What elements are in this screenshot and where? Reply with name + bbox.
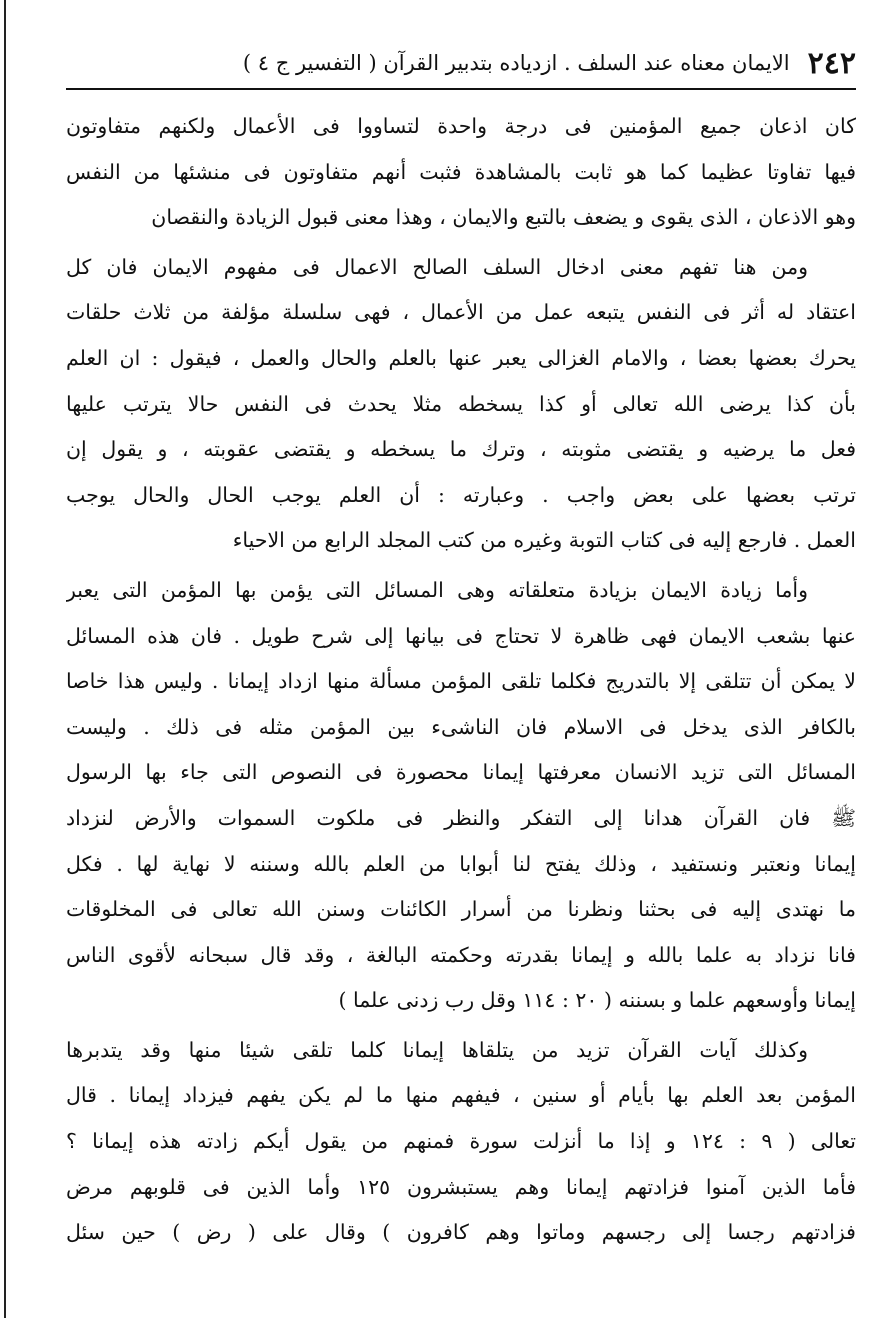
- text-line: ﷺ فان القرآن هدانا إلى التفكر والنظر فى ملكوت السموات والأرض لنزداد: [66, 805, 856, 830]
- text-line: وهو الاذعان ، الذى يقوى و يضعف بالتبع والايمان ، وهذا معنى قبول الزيادة والنقصان: [151, 205, 856, 230]
- paragraph-4: [66, 1028, 856, 1256]
- page-number: ٢٤٢: [807, 45, 856, 81]
- text-line: وكذلك آيات القرآن تزيد من يتلقاها إيمانا كلما تلقى شيئا منها وقد يتدبرها: [66, 1037, 808, 1062]
- text-line: إيمانا ونعتبر ونستفيد ، وذلك يفتح لنا أبوابا من العلم بالله وسننه لا نهاية لها . فكل: [66, 851, 856, 876]
- text-line: كان اذعان جميع المؤمنين فى درجة واحدة لتساووا فى الأعمال ولكنهم متفاوتون: [66, 114, 856, 138]
- text-line: وأما زيادة الايمان بزيادة متعلقاته وهى المسائل التى يؤمن بها المؤمن التى يعبر: [66, 577, 808, 602]
- text-line: فانا نزداد به علما بالله و إيمانا بقدرته وحكمته البالغة ، وقد قال سبحانه لأقوى الناس: [66, 942, 856, 967]
- text-line: فزادتهم رجسا إلى رجسهم وماتوا وهم كافرون ) وقال على ( رض ) حين سئل: [66, 1220, 856, 1245]
- header-rule: [66, 88, 856, 90]
- text-line: عنها بشعب الايمان فهى ظاهرة لا تحتاج فى بيانها إلى شرح طويل . فان هذه المسائل: [66, 623, 856, 648]
- paragraph-1: [66, 104, 856, 241]
- text-line: إيمانا وأوسعهم علما و بسننه ( ٢٠ : ١١٤ وقل رب زدنى علما ): [338, 988, 856, 1013]
- text-line: بأن كذا يرضى الله تعالى أو كذا يسخطه مثلا يحدث فى النفس حالا يترتب عليها: [66, 391, 856, 416]
- text-line: اعتقاد له أثر فى النفس يتبعه عمل من الأعمال ، فهى سلسلة مؤلفة من ثلاث حلقات: [66, 300, 856, 325]
- text-line: تعالى ( ٩ : ١٢٤ و إذا ما أنزلت سورة فمنهم من يقول أيكم زادته هذه إيمانا ؟: [66, 1129, 856, 1154]
- running-header-title: الايمان معناه عند السلف . ازدياده بتدبير القرآن ( التفسير ج ٤ ): [242, 51, 790, 75]
- text-line: المسائل التى تزيد الانسان معرفتها إيمانا محصورة فى النصوص التى جاء بها الرسول: [66, 760, 856, 785]
- paragraph-3: [66, 568, 856, 1024]
- text-line: المؤمن بعد العلم بها بأيام أو سنين ، فيفهم منها ما لم يكن يفهم فيزداد إيمانا . قال: [66, 1083, 856, 1108]
- text-line: ومن هنا تفهم معنى ادخال السلف الصالح الاعمال فى مفهوم الايمان فان كل: [66, 254, 808, 279]
- text-line: فعل ما يرضيه و يقتضى مثوبته ، وترك ما يسخطه و يقتضى عقوبته ، و يقول إن: [66, 437, 856, 462]
- text-line: فيها تفاوتا عظيما كما هو ثابت بالمشاهدة فثبت أنهم متفاوتون فى منشئها من النفس: [66, 159, 856, 184]
- running-header: [66, 40, 856, 86]
- text-line: فأما الذين آمنوا فزادتهم إيمانا وهم يستبشرون ١٢٥ وأما الذين فى قلوبهم مرض: [66, 1174, 856, 1199]
- paragraph-2: [66, 245, 856, 564]
- body-text: [66, 104, 856, 1260]
- text-line: لا يمكن أن تتلقى إلا بالتدريج فكلما تلقى المؤمن مسألة منها ازداد إيمانا . وليس هذا خاصا: [66, 669, 856, 694]
- text-line: العمل . فارجع إليه فى كتاب التوبة وغيره من كتب المجلد الرابع من الاحياء: [232, 528, 856, 553]
- text-line: ما نهتدى إليه فى بحثنا ونظرنا من أسرار الكائنات وسنن الله تعالى فى المخلوقات: [66, 897, 856, 922]
- page-edge-line: [4, 0, 6, 1318]
- text-line: ترتب بعضها على بعض واجب . وعبارته : أن العلم يوجب الحال والحال يوجب: [66, 482, 856, 507]
- text-line: بالكافر الذى يدخل فى الاسلام فان الناشىء بين المؤمن مثله فى ذلك . وليست: [66, 714, 856, 739]
- text-line: يحرك بعضها بعضا ، والامام الغزالى يعبر عنها بالعلم والحال والعمل ، فيقول : ان العلم: [66, 345, 856, 370]
